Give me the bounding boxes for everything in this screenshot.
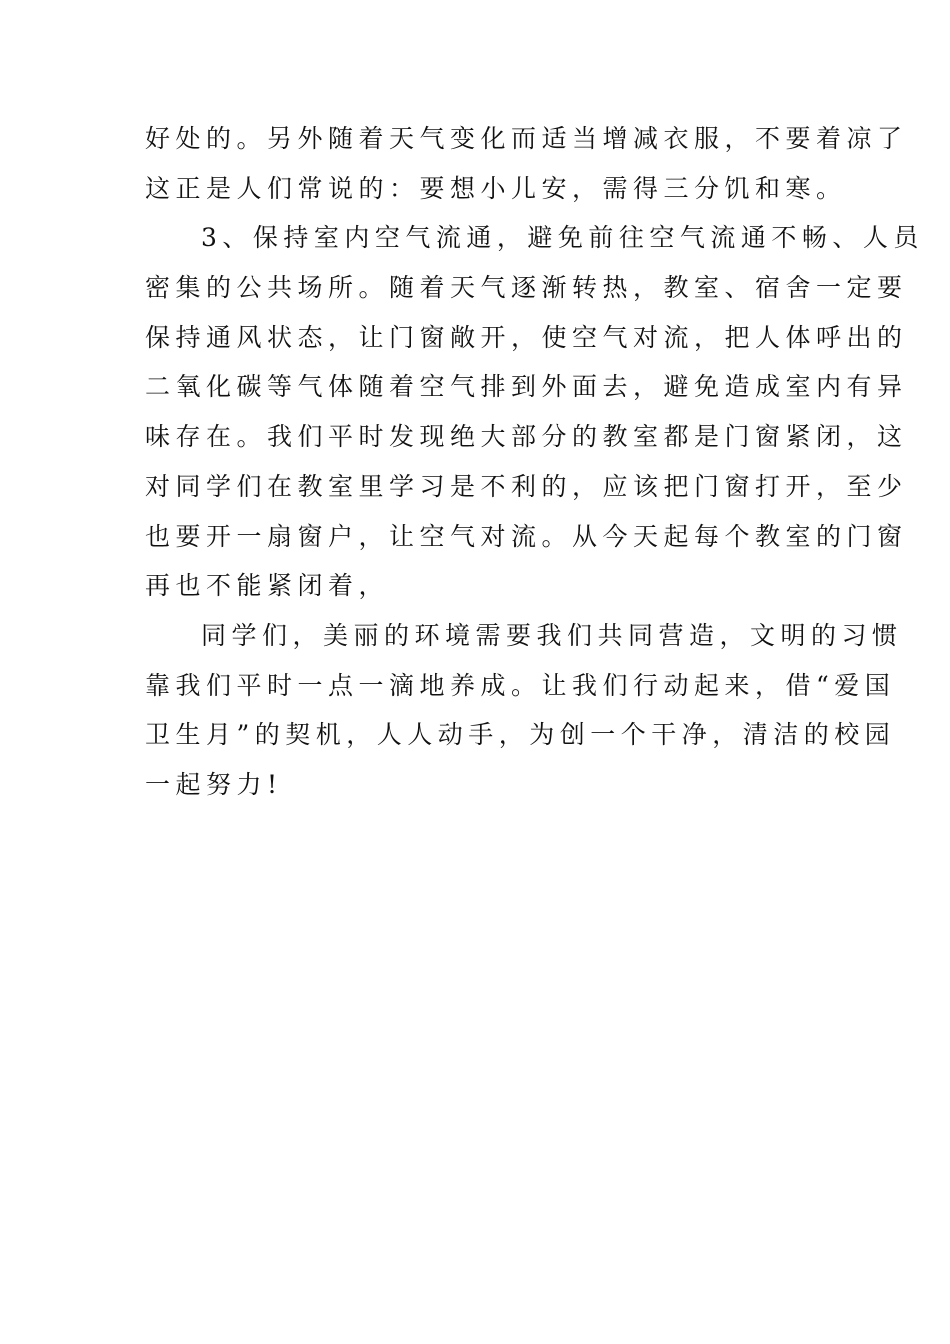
paragraph-start-line: 3、保持室内空气流通，避免前往空气流通不畅、人员 [201, 223, 924, 253]
text-line: 保持通风状态，让门窗敞开，使空气对流，把人体呼出的 [145, 322, 908, 352]
text-line: 这正是人们常说的：要想小儿安，需得三分饥和寒。 [145, 173, 847, 203]
text-line: 味存在。我们平时发现绝大部分的教室都是门窗紧闭，这 [145, 422, 908, 452]
text-line: 一起努力! [145, 769, 283, 799]
paragraph-start-line: 同学们，美丽的环境需要我们共同营造，文明的习惯 [201, 620, 903, 650]
text-line: 再也不能紧闭着， [145, 571, 390, 601]
text-line: 靠我们平时一点一滴地养成。让我们行动起来，借“爱国 [145, 670, 896, 700]
text-line: 密集的公共场所。随着天气逐渐转热，教室、宿舍一定要 [145, 273, 908, 303]
document-body [145, 114, 924, 810]
text-line: 也要开一扇窗户，让空气对流。从今天起每个教室的门窗 [145, 521, 908, 551]
text-line: 好处的。另外随着天气变化而适当增减衣服，不要着凉了 [145, 124, 908, 153]
text-line: 对同学们在教室里学习是不利的，应该把门窗打开，至少 [145, 471, 908, 501]
text-line: 卫生月”的契机，人人动手，为创一个干净，清洁的校园 [145, 720, 896, 750]
text-line: 二氧化碳等气体随着空气排到外面去，避免造成室内有异 [145, 372, 908, 402]
